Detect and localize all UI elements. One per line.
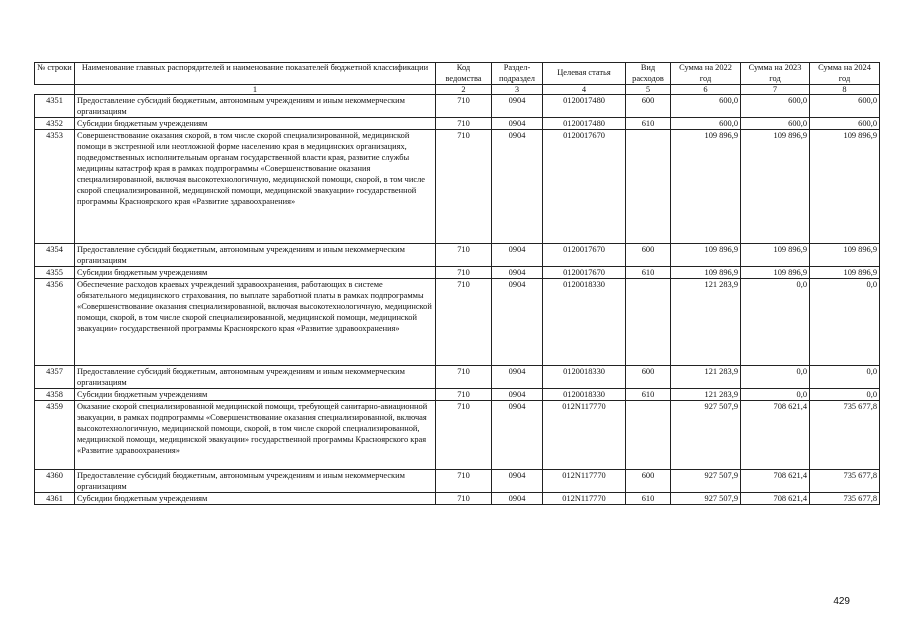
header-sum-2024: Сумма на 2024 год — [810, 63, 880, 85]
dept-code-cell: 710 — [436, 244, 492, 267]
sum-2022-cell: 600,0 — [671, 95, 741, 118]
sum-2024-cell: 0,0 — [810, 279, 880, 366]
sum-2022-cell: 121 283,9 — [671, 279, 741, 366]
name-cell: Субсидии бюджетным учреждениям — [75, 493, 436, 505]
sum-2023-cell: 0,0 — [741, 366, 810, 389]
section-cell: 0904 — [492, 118, 543, 130]
table-row — [35, 470, 880, 493]
column-number: 8 — [810, 85, 880, 95]
line-number-cell: 4359 — [35, 401, 75, 470]
target-item-cell: 0120018330 — [543, 366, 626, 389]
header-target-item: Целевая статья — [543, 63, 626, 85]
page-number: 429 — [833, 596, 850, 607]
column-number: 3 — [492, 85, 543, 95]
sum-2023-cell: 708 621,4 — [741, 401, 810, 470]
target-item-cell: 0120017480 — [543, 118, 626, 130]
table-row — [35, 493, 880, 505]
expense-type-cell: 600 — [626, 470, 671, 493]
expense-type-cell: 610 — [626, 389, 671, 401]
line-number-cell: 4357 — [35, 366, 75, 389]
column-number: 1 — [75, 85, 436, 95]
section-cell: 0904 — [492, 267, 543, 279]
sum-2023-cell: 708 621,4 — [741, 470, 810, 493]
table-row — [35, 279, 880, 366]
target-item-cell: 0120017670 — [543, 244, 626, 267]
sum-2024-cell: 600,0 — [810, 95, 880, 118]
name-cell: Совершенствование оказания скорой, в том числе скорой специализированной, медицинской помощи в экстренной или неотложной форме населению края в медицинских организациях, подведомственных исполнительным органам государственной власти края, развитие службы медицины катастроф края в рамках подпрограммы «Совершенствование оказания специализированной, включая высокотехнологичную, медицинской помощи, скорой, в том числе скорой специализированной, медицинской помощи, медицинской эвакуации» государственной программы Красноярского края «Развитие здравоохранения» — [75, 130, 436, 244]
dept-code-cell: 710 — [436, 279, 492, 366]
expense-type-cell: 610 — [626, 493, 671, 505]
section-cell: 0904 — [492, 389, 543, 401]
table-row — [35, 267, 880, 279]
expense-type-cell: 610 — [626, 267, 671, 279]
sum-2024-cell: 109 896,9 — [810, 244, 880, 267]
line-number-cell: 4352 — [35, 118, 75, 130]
column-number: 6 — [671, 85, 741, 95]
sum-2023-cell: 0,0 — [741, 389, 810, 401]
table-row — [35, 389, 880, 401]
expense-type-cell — [626, 401, 671, 470]
name-cell: Предоставление субсидий бюджетным, автономным учреждениям и иным некоммерческим организациям — [75, 244, 436, 267]
name-cell: Обеспечение расходов краевых учреждений здравоохранения, работающих в системе обязательного медицинского страхования, по выплате заработной платы в рамках подпрограммы «Совершенствование оказания специализированной, включая высокотехнологичную, медицинской помощи, скорой, в том числе скорой специализированной, медицинской помощи, медицинской эвакуации» государственной программы Красноярского края «Развитие здравоохранения» — [75, 279, 436, 366]
table-row — [35, 130, 880, 244]
dept-code-cell: 710 — [436, 470, 492, 493]
section-cell: 0904 — [492, 130, 543, 244]
sum-2022-cell: 109 896,9 — [671, 130, 741, 244]
sum-2024-cell: 735 677,8 — [810, 470, 880, 493]
header-sum-2023: Сумма на 2023 год — [741, 63, 810, 85]
sum-2023-cell: 600,0 — [741, 95, 810, 118]
target-item-cell: 012N117770 — [543, 401, 626, 470]
expense-type-cell: 600 — [626, 244, 671, 267]
name-cell: Субсидии бюджетным учреждениям — [75, 389, 436, 401]
sum-2023-cell: 109 896,9 — [741, 130, 810, 244]
column-number — [35, 85, 75, 95]
column-number: 4 — [543, 85, 626, 95]
header-line-no: № строки — [35, 63, 75, 85]
expense-type-cell — [626, 279, 671, 366]
line-number-cell: 4353 — [35, 130, 75, 244]
expense-type-cell: 610 — [626, 118, 671, 130]
line-number-cell: 4360 — [35, 470, 75, 493]
dept-code-cell: 710 — [436, 366, 492, 389]
sum-2023-cell: 0,0 — [741, 279, 810, 366]
header-section: Раздел-подраздел — [492, 63, 543, 85]
sum-2023-cell: 109 896,9 — [741, 244, 810, 267]
header-dept-code: Код ведомства — [436, 63, 492, 85]
table-row — [35, 95, 880, 118]
name-cell: Субсидии бюджетным учреждениям — [75, 267, 436, 279]
name-cell: Оказание скорой специализированной медицинской помощи, требующей санитарно-авиационной эвакуации, в рамках подпрограммы «Совершенствование оказания специализированной, включая высокотехнологичную, медицинской помощи, скорой, в том числе скорой специализированной, медицинской помощи, медицинской эвакуации» государственной программы Красноярского края «Развитие здравоохранения» — [75, 401, 436, 470]
name-cell: Предоставление субсидий бюджетным, автономным учреждениям и иным некоммерческим организациям — [75, 366, 436, 389]
section-cell: 0904 — [492, 244, 543, 267]
sum-2022-cell: 109 896,9 — [671, 244, 741, 267]
sum-2023-cell: 600,0 — [741, 118, 810, 130]
sum-2024-cell: 0,0 — [810, 389, 880, 401]
target-item-cell: 0120017670 — [543, 267, 626, 279]
dept-code-cell: 710 — [436, 95, 492, 118]
sum-2022-cell: 927 507,9 — [671, 470, 741, 493]
column-number: 2 — [436, 85, 492, 95]
dept-code-cell: 710 — [436, 118, 492, 130]
header-name: Наименование главных распорядителей и наименование показателей бюджетной классификации — [75, 63, 436, 85]
sum-2022-cell: 927 507,9 — [671, 401, 741, 470]
line-number-cell: 4351 — [35, 95, 75, 118]
target-item-cell: 012N117770 — [543, 493, 626, 505]
sum-2024-cell: 0,0 — [810, 366, 880, 389]
line-number-cell: 4358 — [35, 389, 75, 401]
sum-2022-cell: 927 507,9 — [671, 493, 741, 505]
sum-2023-cell: 708 621,4 — [741, 493, 810, 505]
sum-2022-cell: 121 283,9 — [671, 389, 741, 401]
target-item-cell: 0120018330 — [543, 279, 626, 366]
expense-type-cell: 600 — [626, 366, 671, 389]
dept-code-cell: 710 — [436, 493, 492, 505]
expense-type-cell: 600 — [626, 95, 671, 118]
name-cell: Субсидии бюджетным учреждениям — [75, 118, 436, 130]
name-cell: Предоставление субсидий бюджетным, автономным учреждениям и иным некоммерческим организациям — [75, 95, 436, 118]
line-number-cell: 4356 — [35, 279, 75, 366]
sum-2022-cell: 109 896,9 — [671, 267, 741, 279]
line-number-cell: 4355 — [35, 267, 75, 279]
sum-2022-cell: 121 283,9 — [671, 366, 741, 389]
budget-table — [34, 62, 880, 505]
target-item-cell: 0120018330 — [543, 389, 626, 401]
section-cell: 0904 — [492, 470, 543, 493]
sum-2024-cell: 109 896,9 — [810, 130, 880, 244]
section-cell: 0904 — [492, 279, 543, 366]
target-item-cell: 0120017480 — [543, 95, 626, 118]
section-cell: 0904 — [492, 401, 543, 470]
dept-code-cell: 710 — [436, 267, 492, 279]
section-cell: 0904 — [492, 366, 543, 389]
sum-2022-cell: 600,0 — [671, 118, 741, 130]
budget-sheet — [34, 62, 879, 505]
column-number: 7 — [741, 85, 810, 95]
column-number-row — [35, 85, 880, 95]
column-number: 5 — [626, 85, 671, 95]
line-number-cell: 4361 — [35, 493, 75, 505]
target-item-cell: 0120017670 — [543, 130, 626, 244]
sum-2024-cell: 735 677,8 — [810, 401, 880, 470]
table-row — [35, 401, 880, 470]
sum-2024-cell: 600,0 — [810, 118, 880, 130]
dept-code-cell: 710 — [436, 401, 492, 470]
sum-2024-cell: 735 677,8 — [810, 493, 880, 505]
header-expense-type: Вид расходов — [626, 63, 671, 85]
dept-code-cell: 710 — [436, 130, 492, 244]
name-cell: Предоставление субсидий бюджетным, автономным учреждениям и иным некоммерческим организациям — [75, 470, 436, 493]
expense-type-cell — [626, 130, 671, 244]
header-sum-2022: Сумма на 2022 год — [671, 63, 741, 85]
sum-2023-cell: 109 896,9 — [741, 267, 810, 279]
table-row — [35, 244, 880, 267]
section-cell: 0904 — [492, 493, 543, 505]
section-cell: 0904 — [492, 95, 543, 118]
target-item-cell: 012N117770 — [543, 470, 626, 493]
line-number-cell: 4354 — [35, 244, 75, 267]
table-row — [35, 118, 880, 130]
header-row — [35, 63, 880, 85]
dept-code-cell: 710 — [436, 389, 492, 401]
sum-2024-cell: 109 896,9 — [810, 267, 880, 279]
table-row — [35, 366, 880, 389]
